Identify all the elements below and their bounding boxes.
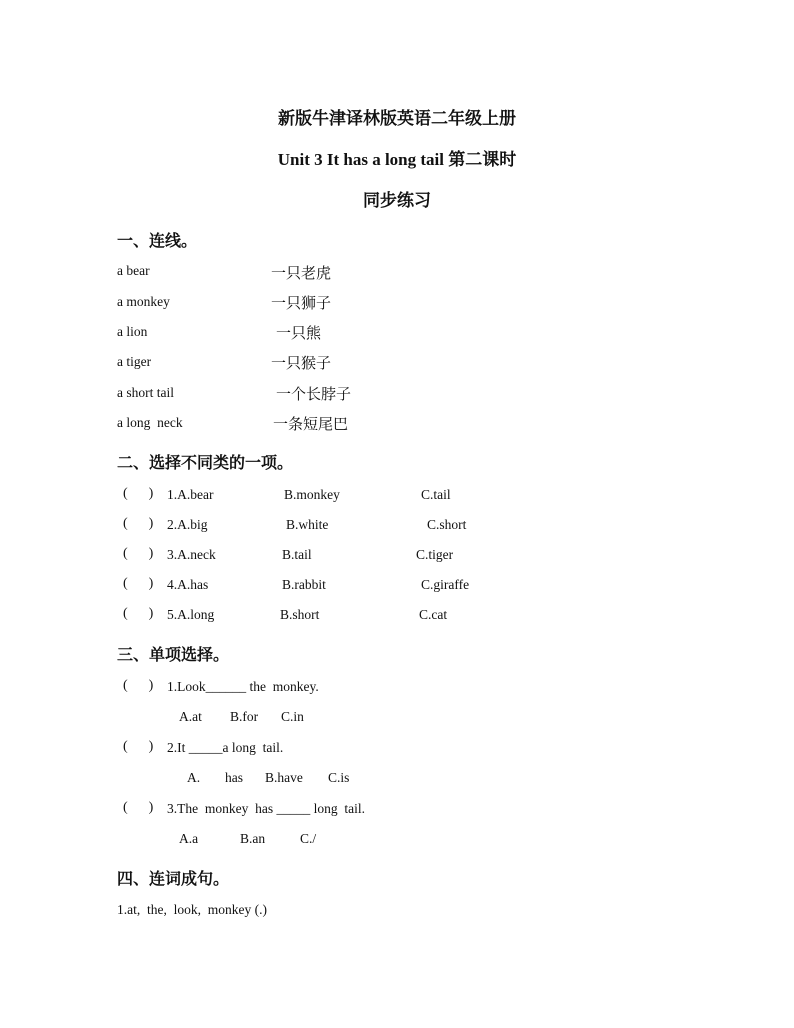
- answer-blank: ( ): [123, 486, 154, 501]
- option-c: C.short: [427, 517, 467, 532]
- option-a: 5.A.long: [167, 607, 215, 622]
- match-left-2: a monkey: [117, 294, 170, 309]
- answer-blank: ( ): [123, 546, 154, 561]
- option-b: B.for: [230, 709, 259, 724]
- option-b: B.an: [240, 831, 266, 846]
- match-left-4: a tiger: [117, 354, 152, 369]
- answer-blank: ( ): [123, 678, 154, 693]
- match-right-2: 一只狮子: [271, 296, 332, 312]
- match-right-6: 一条短尾巴: [273, 417, 349, 433]
- option-c: C.tiger: [416, 547, 454, 562]
- match-right-4: 一只猴子: [271, 356, 332, 372]
- option-b: B.short: [280, 607, 320, 622]
- option-c: C.cat: [419, 607, 448, 622]
- answer-blank: ( ): [123, 800, 154, 815]
- option-a: 3.A.neck: [167, 547, 216, 562]
- option-a: 4.A.has: [167, 577, 209, 592]
- option-b: B.monkey: [284, 487, 340, 502]
- option-a: 1.A.bear: [167, 487, 214, 502]
- section-1-heading: 一、连线。: [117, 233, 198, 250]
- option-a: 2.A.big: [167, 517, 208, 532]
- page-title: 新版牛津译林版英语二年级上册: [278, 109, 516, 128]
- option-c: C.in: [281, 709, 304, 724]
- option-b: B.white: [286, 517, 329, 532]
- option-c: C.tail: [421, 487, 451, 502]
- option-b: B.rabbit: [282, 577, 326, 592]
- option-a: A.: [187, 770, 201, 785]
- match-right-1: 一只老虎: [271, 266, 332, 282]
- section-3-heading: 三、单项选择。: [117, 647, 230, 664]
- match-left-1: a bear: [117, 263, 150, 278]
- page-subtitle-2: 同步练习: [363, 191, 431, 210]
- option-c: C.giraffe: [421, 577, 470, 592]
- option-a-text: has: [225, 770, 243, 785]
- option-a: A.at: [179, 709, 202, 724]
- page-subtitle: Unit 3 It has a long tail 第二课时: [277, 150, 517, 169]
- section-4-heading: 四、连词成句。: [117, 871, 230, 888]
- option-c: C.is: [328, 770, 350, 785]
- section-2-heading: 二、选择不同类的一项。: [117, 455, 294, 472]
- match-left-5: a short tail: [117, 385, 174, 400]
- sentence-question: 1.at, the, look, monkey (.): [117, 902, 267, 917]
- match-left-3: a lion: [117, 324, 148, 339]
- match-right-5: 一个长脖子: [276, 387, 352, 403]
- answer-blank: ( ): [123, 576, 154, 591]
- option-b: B.have: [265, 770, 303, 785]
- option-a: A.a: [179, 831, 199, 846]
- answer-blank: ( ): [123, 516, 154, 531]
- answer-blank: ( ): [123, 606, 154, 621]
- question-stem: 3.The monkey has _____ long tail.: [167, 801, 365, 816]
- question-stem: 2.It _____a long tail.: [167, 740, 284, 755]
- answer-blank: ( ): [123, 739, 154, 754]
- option-b: B.tail: [282, 547, 312, 562]
- question-stem: 1.Look______ the monkey.: [167, 679, 319, 694]
- match-right-3: 一只熊: [276, 326, 322, 342]
- option-c: C./: [300, 831, 317, 846]
- match-left-6: a long neck: [117, 415, 183, 430]
